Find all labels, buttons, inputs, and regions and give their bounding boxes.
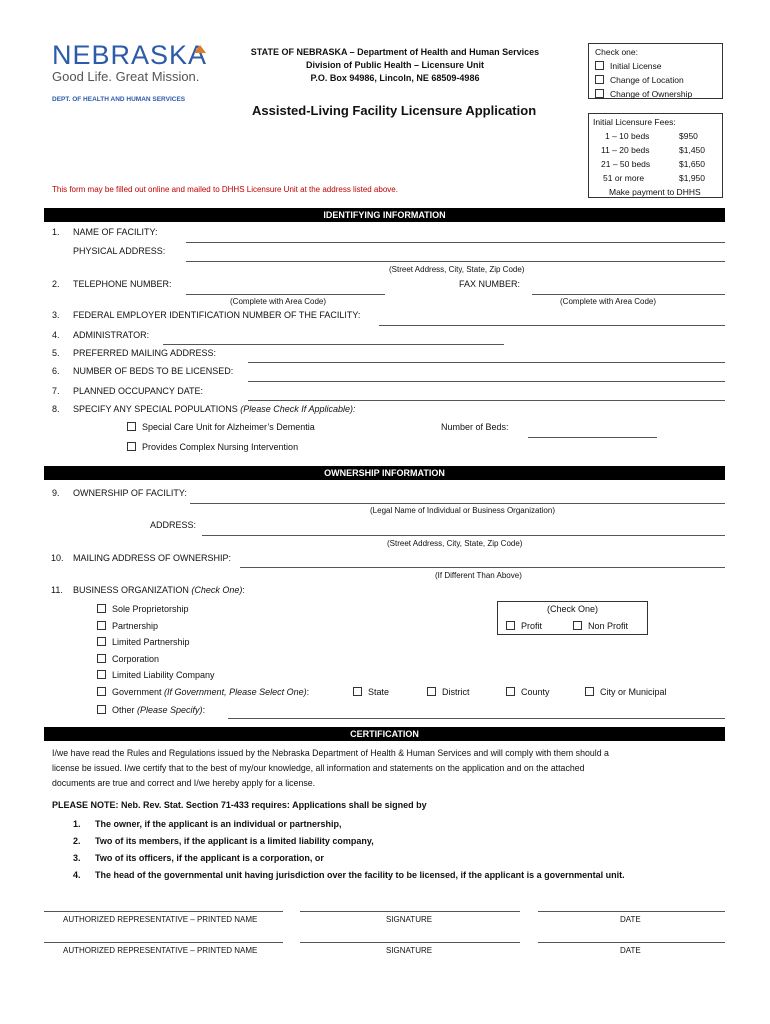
fax-line[interactable]: [532, 294, 725, 295]
q6-num: 6.: [52, 366, 60, 376]
administrator-line[interactable]: [163, 344, 504, 345]
org-sole-proprietorship[interactable]: [97, 604, 189, 614]
item-text: Two of its members, if the applicant is a limited liability company,: [95, 836, 374, 846]
legal-hint: (Legal Name of Individual or Business Organization): [370, 506, 555, 515]
fees-title: Initial Licensure Fees:: [593, 117, 676, 127]
area-hint-fax: (Complete with Area Code): [560, 297, 657, 306]
option-label: Government: [112, 687, 162, 697]
nonprofit-option[interactable]: [573, 621, 628, 631]
q11-num: 11.: [51, 585, 63, 595]
org-partnership[interactable]: [97, 621, 158, 631]
signature-label-2: SIGNATURE: [386, 946, 433, 955]
checkbox[interactable]: [427, 687, 436, 696]
signer-item: [73, 867, 625, 884]
check-one-title: Check one:: [595, 47, 638, 57]
option-label: County: [521, 687, 550, 697]
item-text: The head of the governmental unit having jurisdiction over the facility to be licensed, if the applicant is a governmental unit.: [95, 870, 625, 880]
checkbox[interactable]: [97, 604, 106, 613]
profit-box-title: (Check One): [546, 604, 599, 614]
statute-note: PLEASE NOTE: Neb. Rev. Stat. Section 71-433 requires: Applications shall be signed by: [52, 800, 427, 810]
checkbox[interactable]: [573, 621, 582, 630]
checkbox[interactable]: [585, 687, 594, 696]
nebraska-logo: [52, 40, 207, 103]
diff-hint: (If Different Than Above): [435, 571, 522, 580]
org-llc[interactable]: [97, 670, 215, 680]
physical-address-line[interactable]: [186, 261, 725, 262]
q10-label: MAILING ADDRESS OF OWNERSHIP:: [73, 553, 232, 563]
gov-county[interactable]: [506, 687, 550, 697]
agency-block: [230, 46, 560, 85]
checkbox[interactable]: [506, 621, 515, 630]
fee-amount: $1,650: [679, 159, 705, 169]
q4-label: ADMINISTRATOR:: [73, 330, 150, 340]
agency-line-3: P.O. Box 94986, Lincoln, NE 68509-4986: [310, 73, 480, 83]
item-text: The owner, if the applicant is an individual or partnership,: [95, 819, 342, 829]
checkbox[interactable]: [595, 75, 604, 84]
physical-label: PHYSICAL ADDRESS:: [73, 246, 166, 256]
q4-num: 4.: [52, 330, 60, 340]
checkbox[interactable]: [127, 442, 136, 451]
fee-amount: $950: [679, 131, 698, 141]
q2-num: 2.: [52, 279, 60, 289]
option-label: Initial License: [610, 61, 662, 71]
special-beds-line[interactable]: [528, 437, 657, 438]
q5-num: 5.: [52, 348, 60, 358]
q10-num: 10.: [51, 553, 64, 563]
fee-row: [593, 157, 722, 171]
complex-nursing-option[interactable]: [127, 442, 298, 452]
q2-label: TELEPHONE NUMBER:: [73, 279, 172, 289]
logo-wordmark: NEBRASKA: [52, 40, 208, 70]
rep-name-line-1[interactable]: [44, 911, 283, 912]
date-label-1: DATE: [620, 915, 641, 924]
checkbox[interactable]: [595, 61, 604, 70]
rep-label-2: AUTHORIZED REPRESENTATIVE – PRINTED NAME: [63, 946, 258, 955]
identifying-heading: IDENTIFYING INFORMATION: [44, 208, 725, 222]
checkbox[interactable]: [97, 637, 106, 646]
q6-label: NUMBER OF BEDS TO BE LICENSED:: [73, 366, 234, 376]
gov-district[interactable]: [427, 687, 470, 697]
signer-list: [73, 816, 625, 884]
q5-label: PREFERRED MAILING ADDRESS:: [73, 348, 217, 358]
item-number: 4.: [73, 870, 81, 880]
org-other[interactable]: Other (Please Specify):: [97, 705, 205, 715]
rep-label-1: AUTHORIZED REPRESENTATIVE – PRINTED NAME: [63, 915, 258, 924]
fees-box: [588, 113, 723, 198]
fee-amount: $1,950: [679, 173, 705, 183]
logo-accent: [194, 45, 206, 53]
checkbox[interactable]: [127, 422, 136, 431]
option-label: State: [368, 687, 390, 697]
q1-num: 1.: [52, 227, 60, 237]
item-text: Two of its officers, if the applicant is a corporation, or: [95, 853, 324, 863]
option-label: Non Profit: [588, 621, 629, 631]
signature-label-1: SIGNATURE: [386, 915, 433, 924]
telephone-line[interactable]: [186, 294, 385, 295]
date-label-2: DATE: [620, 946, 641, 955]
q8-num: 8.: [52, 404, 60, 414]
fee-range: 1 – 10 beds: [605, 131, 650, 141]
q11-row: [73, 585, 245, 595]
certification-heading: CERTIFICATION: [44, 727, 725, 741]
item-number: 2.: [73, 836, 81, 846]
fee-row: [593, 129, 722, 143]
form-title: Assisted-Living Facility Licensure Application: [252, 103, 537, 118]
checkbox[interactable]: [97, 621, 106, 630]
cert-line: documents are true and correct and I/we hereby apply for a license.: [52, 778, 316, 788]
option-label: Provides Complex Nursing Intervention: [142, 442, 299, 452]
fee-range: 21 – 50 beds: [601, 159, 651, 169]
check-initial-license[interactable]: [595, 59, 722, 73]
government-hint: (If Government, Please Select One): [164, 687, 307, 697]
org-government[interactable]: Government (If Government, Please Select One):: [97, 687, 309, 697]
rep-name-line-2[interactable]: [44, 942, 283, 943]
checkbox[interactable]: [595, 89, 604, 98]
option-label: Sole Proprietorship: [112, 604, 189, 614]
agency-line-2: Division of Public Health – Licensure Unit: [305, 60, 485, 70]
q3-label: FEDERAL EMPLOYER IDENTIFICATION NUMBER OF THE FACILITY:: [73, 310, 361, 320]
ownership-line[interactable]: [190, 503, 725, 504]
checkbox[interactable]: [353, 687, 362, 696]
date-line-2[interactable]: [538, 942, 725, 943]
agency-line-1: STATE OF NEBRASKA – Department of Health and Human Services: [250, 47, 540, 57]
q8-hint: (Please Check If Applicable):: [240, 404, 356, 414]
checkbox[interactable]: [97, 670, 106, 679]
option-label: Corporation: [112, 654, 160, 664]
option-label: Profit: [521, 621, 543, 631]
physical-hint: (Street Address, City, State, Zip Code): [389, 265, 525, 274]
option-label: District: [442, 687, 470, 697]
profit-option[interactable]: [506, 621, 542, 631]
q9-label: OWNERSHIP OF FACILITY:: [73, 488, 187, 498]
facility-name-line[interactable]: [186, 242, 725, 243]
q3-num: 3.: [52, 310, 60, 320]
logo-dept: DEPT. OF HEALTH AND HUMAN SERVICES: [52, 96, 186, 103]
signature-line-1[interactable]: [300, 911, 520, 912]
area-hint-phone: (Complete with Area Code): [230, 297, 327, 306]
fein-line[interactable]: [379, 325, 725, 326]
fax-label: FAX NUMBER:: [459, 279, 521, 289]
fee-range: 51 or more: [603, 173, 645, 183]
fee-payment: Make payment to DHHS: [609, 187, 701, 197]
fee-range: 11 – 20 beds: [601, 145, 650, 155]
check-one-box: [588, 43, 723, 99]
item-number: 3.: [73, 853, 81, 863]
option-label: Change of Location: [610, 75, 684, 85]
check-change-ownership[interactable]: [595, 87, 722, 101]
checkbox[interactable]: [97, 654, 106, 663]
q8-row: [73, 404, 355, 414]
q11-label: BUSINESS ORGANIZATION: [73, 585, 189, 595]
beds-line[interactable]: [248, 381, 725, 382]
address-label: ADDRESS:: [150, 520, 197, 530]
cert-line: license be issued. I/we certify that to the best of my/our knowledge, all information and statements on the application and on the attached: [52, 763, 585, 773]
org-corporation[interactable]: [97, 654, 159, 664]
check-change-location[interactable]: [595, 73, 722, 87]
q7-label: PLANNED OCCUPANCY DATE:: [73, 386, 204, 396]
q11-colon: :: [242, 585, 245, 595]
q11-hint: (Check One): [191, 585, 243, 595]
option-label: Special Care Unit for Alzheimer’s Dementia: [142, 422, 315, 432]
other-specify-line[interactable]: [228, 718, 725, 719]
fee-amount: $1,450: [679, 145, 705, 155]
gov-city[interactable]: [585, 687, 667, 697]
checkbox[interactable]: [506, 687, 515, 696]
option-label: Change of Ownership: [610, 89, 693, 99]
item-number: 1.: [73, 819, 81, 829]
logo-tagline: Good Life. Great Mission.: [52, 69, 200, 84]
checkbox[interactable]: [97, 705, 106, 714]
q7-num: 7.: [52, 386, 60, 396]
option-label: City or Municipal: [600, 687, 667, 697]
special-care-option[interactable]: [127, 422, 315, 432]
option-label: Limited Liability Company: [112, 670, 215, 680]
address-hint: (Street Address, City, State, Zip Code): [387, 539, 523, 548]
fee-row: [593, 143, 722, 157]
gov-state[interactable]: [353, 687, 389, 697]
q1-label: NAME OF FACILITY:: [73, 227, 158, 237]
q9-num: 9.: [52, 488, 60, 498]
online-note: This form may be filled out online and mailed to DHHS Licensure Unit at the address listed above.: [52, 185, 398, 194]
signer-item: [73, 833, 625, 850]
signature-line-2[interactable]: [300, 942, 520, 943]
option-label: Partnership: [112, 621, 159, 631]
fee-row: [593, 171, 722, 185]
profit-box: [497, 601, 648, 635]
org-limited-partnership[interactable]: [97, 637, 190, 647]
beds-label: Number of Beds:: [441, 422, 509, 432]
date-line-1[interactable]: [538, 911, 725, 912]
owner-address-line[interactable]: [202, 535, 725, 536]
occupancy-date-line[interactable]: [248, 400, 725, 401]
certification-text: [52, 746, 609, 791]
ownership-heading: OWNERSHIP INFORMATION: [44, 466, 725, 480]
signer-item: [73, 816, 625, 833]
checkbox[interactable]: [97, 687, 106, 696]
mailing-address-line[interactable]: [248, 362, 725, 363]
q8-label: SPECIFY ANY SPECIAL POPULATIONS: [73, 404, 238, 414]
other-hint: (Please Specify): [137, 705, 203, 715]
cert-line: I/we have read the Rules and Regulations issued by the Nebraska Department of Health & Human Services and will comply with them should a: [52, 748, 609, 758]
signer-item: [73, 850, 625, 867]
option-label: Limited Partnership: [112, 637, 190, 647]
owner-mailing-line[interactable]: [240, 567, 725, 568]
option-label: Other: [112, 705, 135, 715]
